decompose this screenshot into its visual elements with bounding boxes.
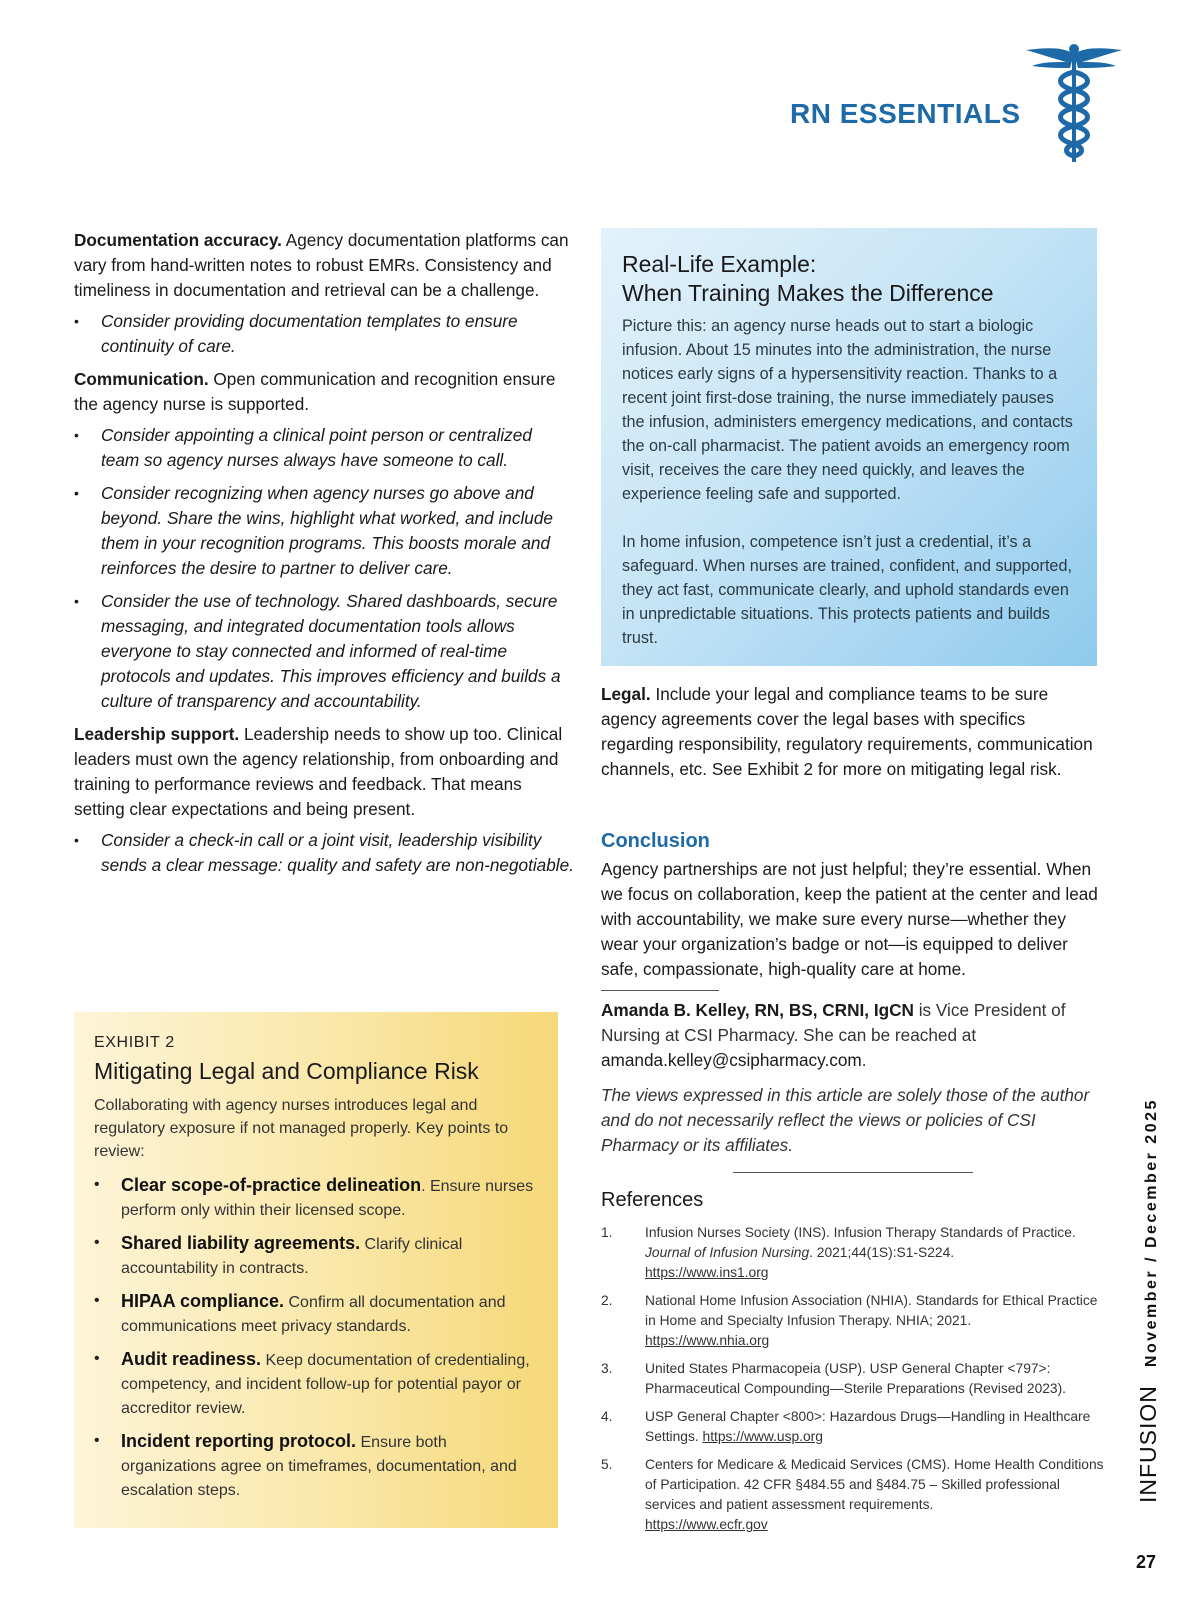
- page-number: 27: [1136, 1552, 1157, 1572]
- disclaimer: The views expressed in this article are solely those of the author and do not necessarily reflect the views or policies of CSI Pharmacy or its affiliates.: [601, 1085, 1090, 1155]
- author-email: amanda.kelley@csipharmacy.com: [601, 1050, 862, 1070]
- tip-templates: • Consider providing documentation templates to ensure continuity of care.: [74, 309, 574, 359]
- tip-technology: • Consider the use of technology. Shared dashboards, secure messaging, and integrated documentation tools allows everyone to stay connected and informed of real-time protocols and updates. This improves efficiency and builds a culture of transparency and accountability.: [74, 589, 574, 714]
- exhibit-item: [94, 1429, 538, 1503]
- tip-point-person: • Consider appointing a clinical point person or centralized team so agency nurses always have someone to call.: [74, 423, 574, 473]
- tip-check-in: • Consider a check-in call or a joint visit, leadership visibility sends a clear message: quality and safety are non-negotiable.: [74, 828, 574, 878]
- references-list: [601, 1223, 1104, 1543]
- author-bio-text: is Vice President of Nursing at CSI Pharmacy. She can be reached at: [601, 1000, 1066, 1045]
- doc-accuracy-paragraph: [74, 228, 574, 303]
- real-life-example-box: [601, 228, 1097, 666]
- exhibit-item-lead: Clear scope-of-practice delineation: [121, 1175, 422, 1195]
- reference-number: 5.: [601, 1457, 613, 1472]
- magazine-name: INFUSION: [1135, 1385, 1161, 1503]
- exhibit-item-text: Ensure both organizations agree on timeframes, documentation, and escalation steps.: [121, 1434, 517, 1499]
- exhibit-item-lead: Shared liability agreements.: [121, 1233, 361, 1253]
- reference-text-2: . 2021;44(1S):S1-S224.: [809, 1245, 955, 1260]
- exhibit-item: [94, 1173, 538, 1223]
- reference-number: 4.: [601, 1409, 613, 1424]
- reference-text: National Home Infusion Association (NHIA). Standards for Ethical Practice in Home and Specialty Infusion Therapy. NHIA; 2021.: [645, 1293, 1098, 1328]
- exhibit-item: [94, 1289, 538, 1339]
- reference-text: United States Pharmacopeia (USP). USP General Chapter <797>: Pharmaceutical Compounding—Sterile Preparations (Revised 2023).: [645, 1361, 1067, 1396]
- side-banner: [1135, 1098, 1162, 1503]
- real-life-paragraph-1: Picture this: an agency nurse heads out to start a biologic infusion. About 15 minutes into the administration, the nurse notices early signs of a hypersensitivity reaction. Thanks to a recent joint first-dose training, the nurse immediately pauses the infusion, administers emergency medications, and contacts the on-call pharmacist. The patient avoids an emergency room visit, receives the care they need quickly, and leaves the experience feeling safe and supported.: [622, 317, 1073, 503]
- references-heading: References: [601, 1189, 704, 1211]
- reference-text: USP General Chapter <800>: Hazardous Drugs—Handling in Healthcare Settings.: [645, 1409, 1091, 1444]
- caduceus-icon: [1022, 40, 1126, 165]
- reference-link[interactable]: https://www.ecfr.gov: [645, 1517, 768, 1532]
- reference-text: Infusion Nurses Society (INS). Infusion Therapy Standards of Practice.: [645, 1225, 1076, 1240]
- conclusion-heading: Conclusion: [601, 830, 710, 852]
- reference-text: Centers for Medicare & Medicaid Services (CMS). Home Health Conditions of Participation. 42 CFR §484.55 and §484.75 – Skilled professional services and patient assessment requirements.: [645, 1457, 1104, 1512]
- divider: [733, 1172, 973, 1173]
- communication-text: Open communication and recognition ensure the agency nurse is supported.: [74, 369, 556, 414]
- section-title: RN ESSENTIALS: [790, 98, 1021, 129]
- divider: [601, 990, 719, 991]
- real-life-title: [622, 250, 1077, 308]
- reference-item: [601, 1407, 1104, 1447]
- legal-lead: Legal.: [601, 684, 651, 704]
- exhibit-title: Mitigating Legal and Compliance Risk: [94, 1058, 479, 1084]
- conclusion-paragraph: Agency partnerships are not just helpful; they’re essential. When we focus on collaboration, keep the patient at the center and lead with accountability, we make sure every nurse—whether they wear your organization’s badge or not—is equipped to deliver safe, compassionate, high-quality care at home.: [601, 859, 1098, 979]
- reference-item: [601, 1359, 1104, 1399]
- reference-number: 1.: [601, 1225, 613, 1240]
- exhibit-item: [94, 1347, 538, 1421]
- reference-item: [601, 1223, 1104, 1283]
- reference-link[interactable]: https://www.usp.org: [702, 1429, 823, 1444]
- exhibit-intro: Collaborating with agency nurses introduces legal and regulatory exposure if not managed properly. Key points to review:: [94, 1097, 509, 1160]
- reference-item: [601, 1455, 1104, 1535]
- real-life-title-line1: Real-Life Example:: [622, 251, 817, 277]
- reference-number: 2.: [601, 1293, 613, 1308]
- doc-accuracy-lead: Documentation accuracy.: [74, 230, 282, 250]
- reference-link[interactable]: https://www.nhia.org: [645, 1333, 770, 1348]
- leadership-text: Leadership needs to show up too. Clinical leaders must own the agency relationship, from onboarding and training to performance reviews and feedback. That means setting clear expectations and being present.: [74, 724, 563, 819]
- exhibit-item-lead: Incident reporting protocol.: [121, 1431, 356, 1451]
- communication-paragraph: [74, 367, 574, 417]
- leadership-lead: Leadership support.: [74, 724, 240, 744]
- exhibit-item: [94, 1231, 538, 1281]
- real-life-body: [622, 314, 1077, 650]
- reference-journal: Journal of Infusion Nursing: [645, 1245, 810, 1260]
- legal-paragraph: [601, 682, 1099, 782]
- exhibit-item-text: . Ensure nurses perform only within their licensed scope.: [121, 1178, 534, 1219]
- issue-date: November / December 2025: [1143, 1098, 1160, 1368]
- left-column: [74, 228, 574, 886]
- reference-item: [601, 1291, 1104, 1351]
- leadership-paragraph: [74, 722, 574, 822]
- legal-text: Include your legal and compliance teams to be sure agency agreements cover the legal bases with specifics regarding responsibility, regulatory requirements, communication channels, etc. See Exhibit 2 for more on mitigating legal risk.: [601, 684, 1093, 779]
- exhibit-item-lead: Audit readiness.: [121, 1349, 262, 1369]
- exhibit-box: [74, 1012, 558, 1528]
- author-bio-end: .: [861, 1050, 867, 1070]
- real-life-title-line2: When Training Makes the Difference: [622, 280, 994, 306]
- tip-recognition: • Consider recognizing when agency nurses go above and beyond. Share the wins, highlight what worked, and include them in your recognition programs. This boosts morale and reinforces the desire to partner to deliver care.: [74, 481, 574, 581]
- reference-number: 3.: [601, 1361, 613, 1376]
- exhibit-item-text: Keep documentation of credentialing, competency, and incident follow-up for potential payor or accreditor review.: [121, 1352, 530, 1417]
- real-life-paragraph-2: In home infusion, competence isn’t just a credential, it’s a safeguard. When nurses are trained, confident, and supported, they act fast, communicate clearly, and uphold standards even in unpredictable situations. This protects patients and builds trust.: [622, 533, 1072, 647]
- exhibit-label: EXHIBIT 2: [94, 1034, 175, 1051]
- doc-accuracy-text: Agency documentation platforms can vary from hand-written notes to robust EMRs. Consistency and timeliness in documentation and retrieval can be a challenge.: [74, 230, 569, 300]
- author-bio: [601, 998, 1099, 1073]
- exhibit-item-text: Confirm all documentation and communications meet privacy standards.: [121, 1294, 506, 1335]
- exhibit-item-lead: HIPAA compliance.: [121, 1291, 285, 1311]
- author-name: Amanda B. Kelley, RN, BS, CRNI, IgCN: [601, 1000, 914, 1020]
- reference-link[interactable]: https://www.ins1.org: [645, 1265, 769, 1280]
- exhibit-item-text: Clarify clinical accountability in contracts.: [121, 1236, 463, 1277]
- communication-lead: Communication.: [74, 369, 209, 389]
